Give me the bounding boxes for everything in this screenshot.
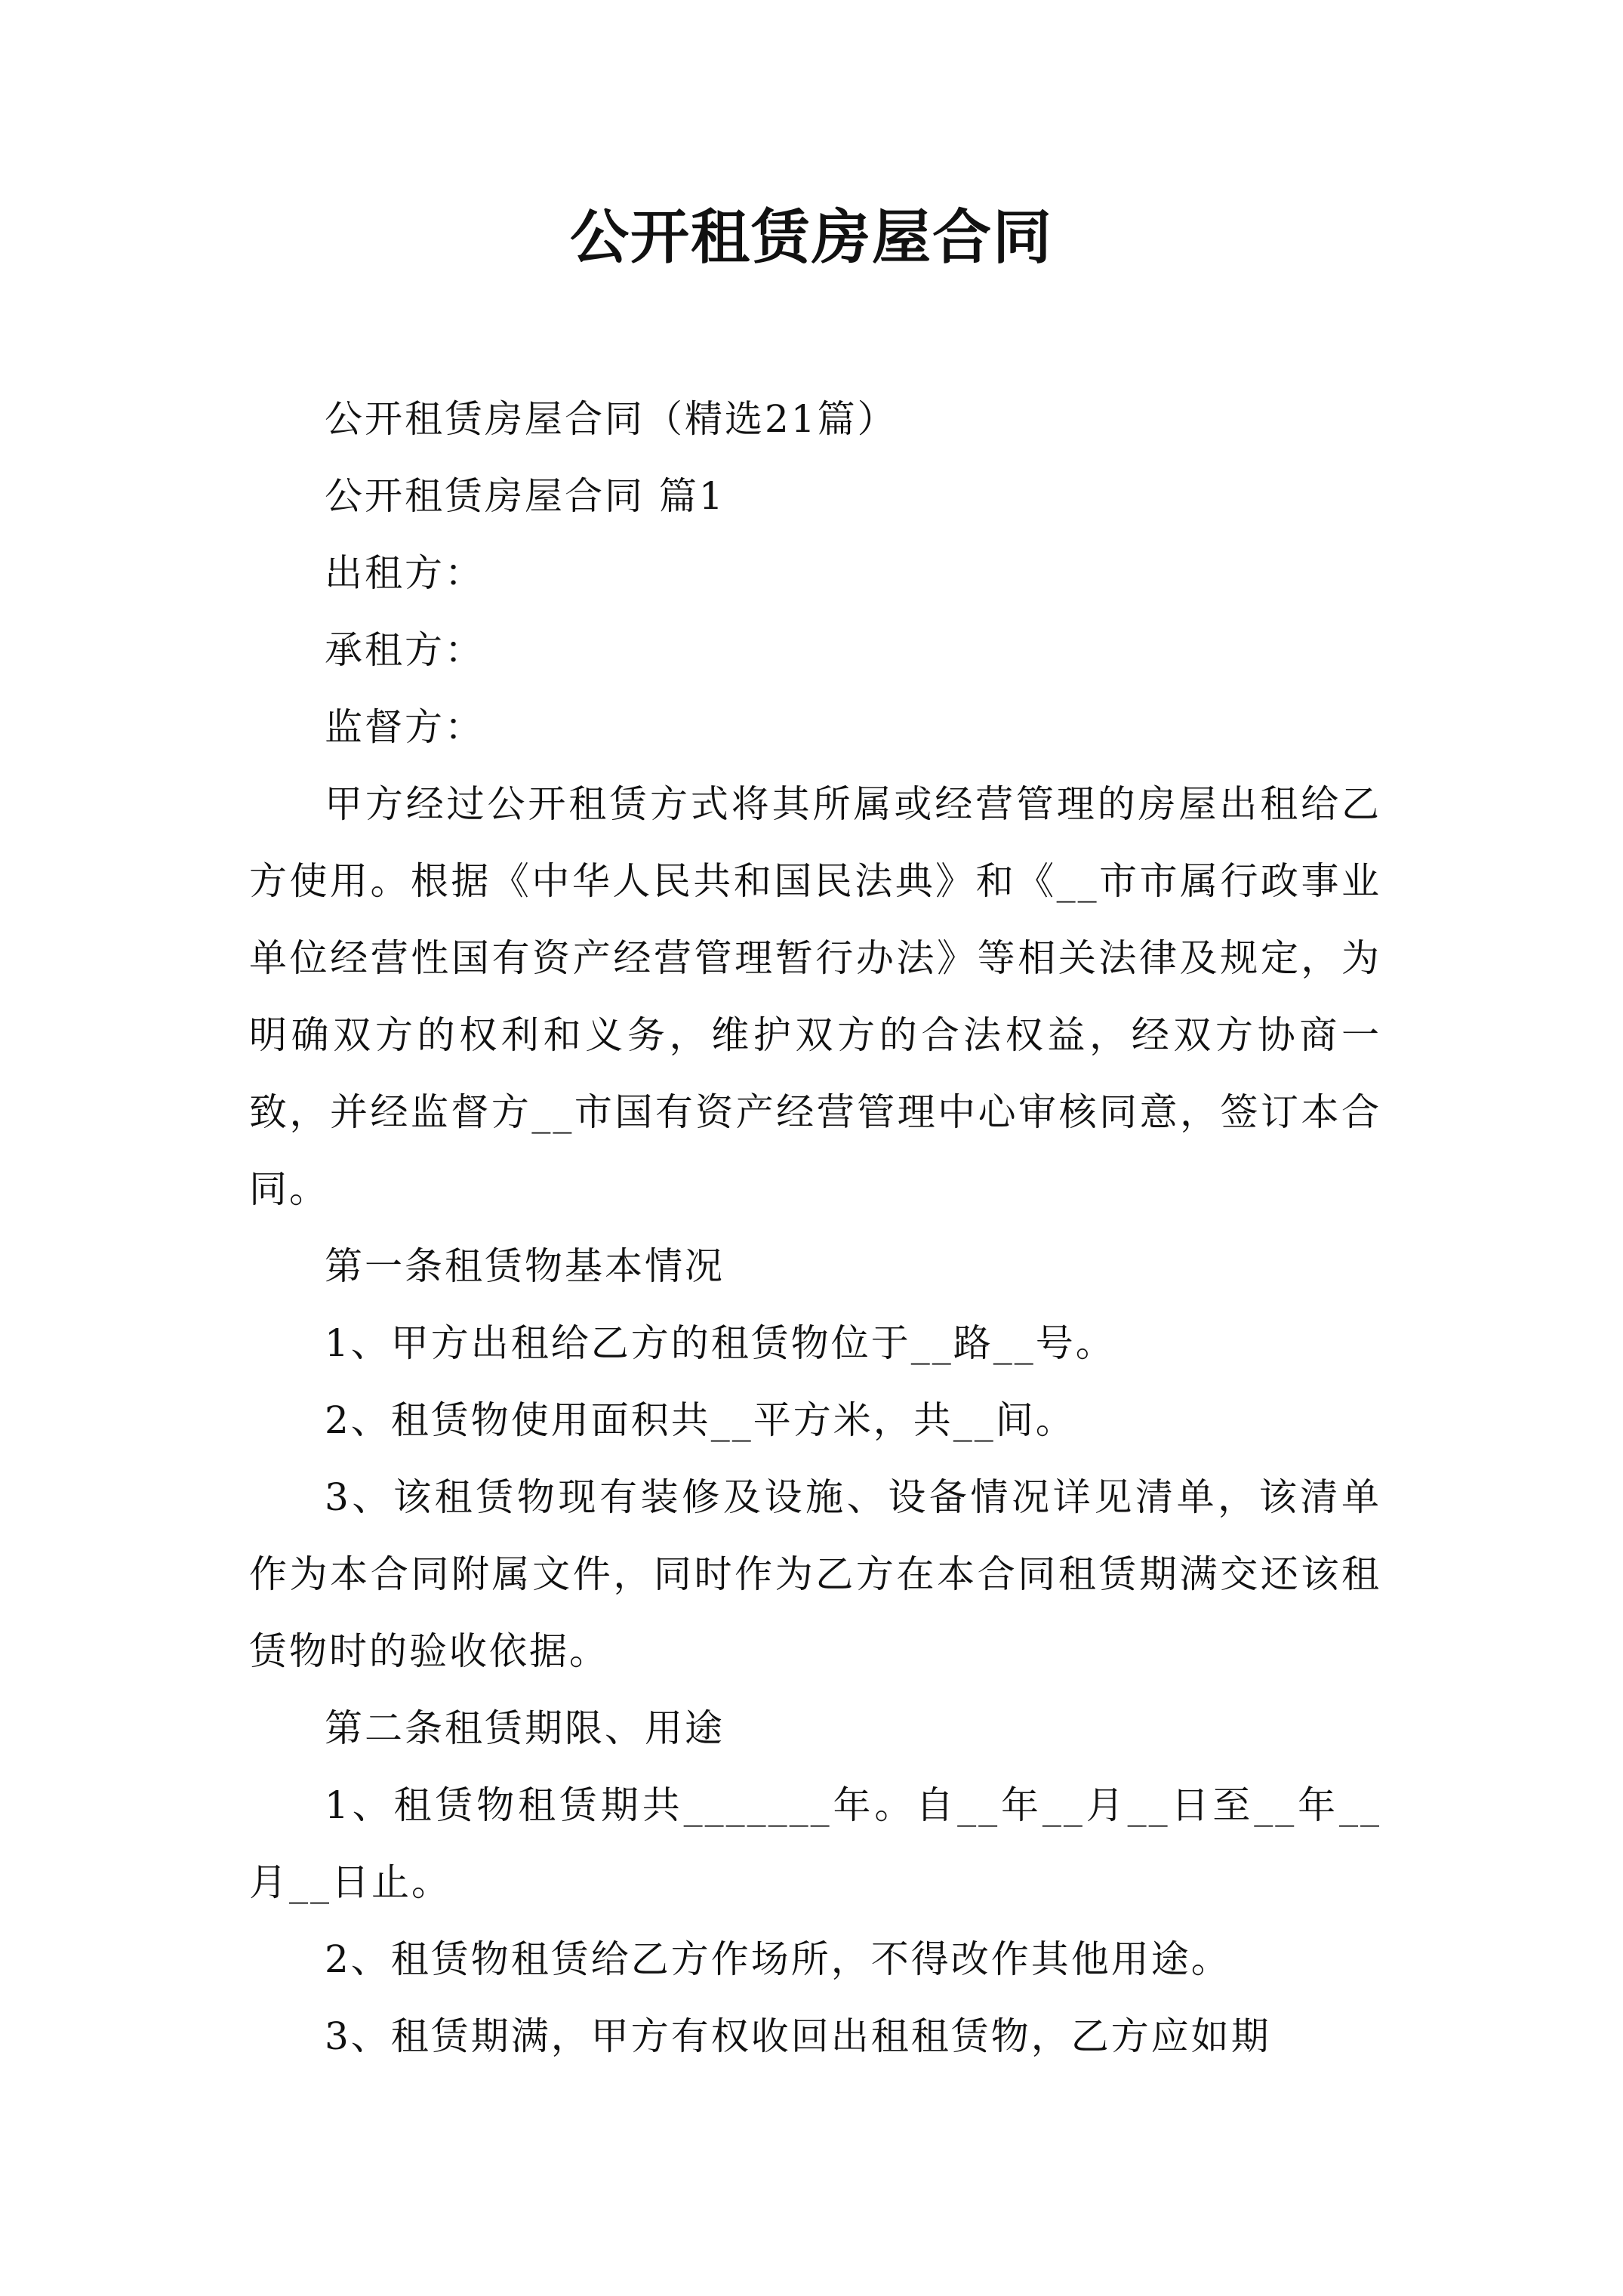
paragraph-lessor: 出租方： — [325, 551, 485, 595]
paragraph-collection-title: 公开租赁房屋合同（精选21篇） — [325, 397, 898, 441]
document-title: 公开租赁房屋合同 — [569, 203, 1053, 272]
paragraph-preamble: 甲方经过公开租赁方式将其所属或经营管理的房屋出租给乙方使用。根据《中华人民共和国民法典》和《__市市属行政事业单位经营性国有资产经营管理暂行办法》等相关法律及规定，为明确双方的权利和义务，维护双方的合法权益，经双方协商一致，并经监督方__市国有资产经营管理中心审核同意，签订本合同。 — [249, 782, 1381, 1211]
paragraph-supervisor: 监督方： — [325, 705, 485, 749]
paragraph-article-1-heading: 第一条租赁物基本情况 — [325, 1244, 725, 1288]
paragraph-article-1-item-3: 3、该租赁物现有装修及设施、设备情况详见清单，该清单作为本合同附属文件，同时作为乙方在本合同租赁期满交还该租赁物时的验收依据。 — [249, 1475, 1381, 1673]
paragraph-article-2-heading: 第二条租赁期限、用途 — [325, 1706, 725, 1750]
paragraph-article-1-item-2: 2、租赁物使用面积共__平方米，共__间。 — [325, 1398, 1076, 1442]
paragraph-article-2-item-3: 3、租赁期满，甲方有权收回出租租赁物，乙方应如期 — [325, 2014, 1271, 2058]
paragraph-article-2-item-1: 1、租赁物租赁期共_______年。自__年__月__日至__年__月__日止。 — [249, 1783, 1381, 1904]
paragraph-section-title: 公开租赁房屋合同 篇1 — [325, 474, 725, 518]
paragraph-lessee: 承租方： — [325, 628, 485, 672]
document-body — [249, 381, 1381, 2075]
paragraph-article-1-item-1: 1、甲方出租给乙方的租赁物位于__路__号。 — [325, 1321, 1116, 1365]
paragraph-article-2-item-2: 2、租赁物租赁给乙方作场所，不得改作其他用途。 — [325, 1937, 1231, 1981]
